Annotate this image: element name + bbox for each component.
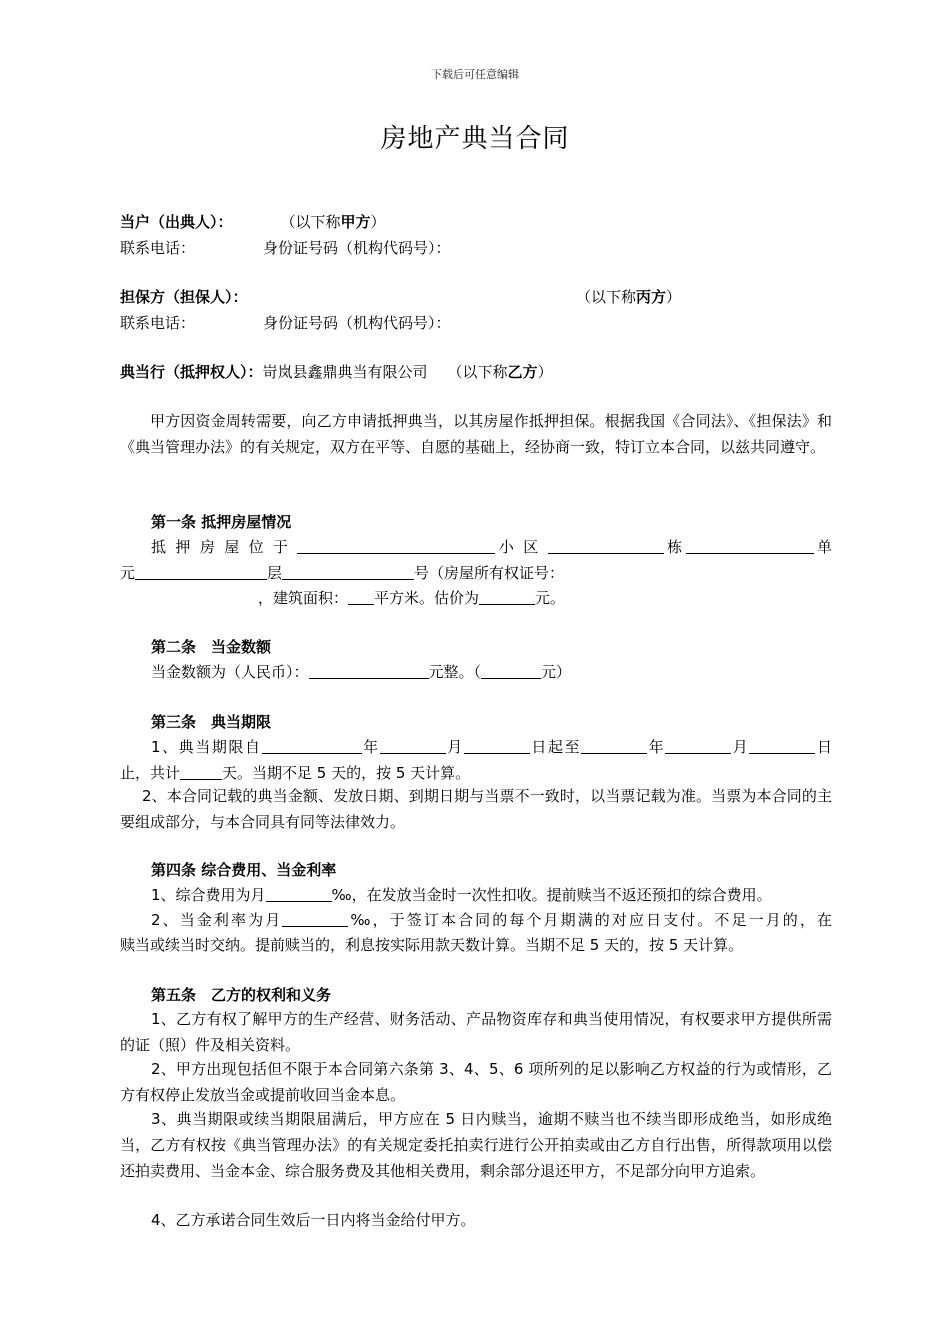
party-b-alias: 乙方 [507, 363, 538, 381]
a2-amount-blank [309, 662, 429, 679]
a4-fee-blank [266, 885, 332, 902]
a3-end-month-blank [665, 737, 731, 754]
a1-valuation-unit: 元。 [535, 589, 566, 607]
article-1-heading: 第一条 抵押房屋情况 [151, 513, 292, 531]
a2-amount-figure-suffix: 元） [541, 663, 572, 681]
a3-end-year-blank [581, 737, 647, 754]
party-b-alias-suffix: ） [537, 363, 553, 381]
contract-title: 房地产典当合同 [380, 124, 570, 154]
a4-rate-blank [282, 910, 348, 927]
party-c-line [120, 287, 682, 307]
party-c-alias: 丙方 [636, 288, 667, 306]
a1-building-label: 栋 [663, 538, 686, 556]
a3-end-day-label: 日 [815, 738, 832, 756]
a3-start-month-blank [380, 737, 446, 754]
a4-rate-label: 2、当金利率为月 [151, 911, 283, 929]
party-a-label: 当户（出典人）： [120, 213, 233, 231]
a3-end-year-label: 年 [647, 738, 666, 756]
party-a-alias: 甲方 [340, 213, 371, 231]
a1-area-label: ，建筑面积： [258, 589, 349, 607]
a1-community-blank [548, 537, 664, 554]
party-c-alias-prefix: （以下称 [576, 288, 637, 306]
a3-start-month-label: 月 [445, 738, 464, 756]
a4-fee-rule: ‰，在发放当金时一次性扣收。提前赎当不返还预扣的综合费用。 [331, 886, 772, 904]
article-4-heading: 第四条 综合费用、当金利率 [151, 861, 337, 879]
article-5-clause-2: 2、甲方出现包括但不限于本合同第六条第 3、4、5、6 项所列的足以影响乙方权益的行为或情形，乙方有权停止发放当金或提前收回当金本息。 [120, 1060, 832, 1104]
header-note: 下载后可任意编辑 [431, 68, 519, 81]
a1-valuation-blank [479, 588, 535, 605]
a1-unit-label-cont: 元 [120, 564, 136, 582]
a3-start-year-label: 年 [361, 738, 380, 756]
a1-valuation-label: 平方米。估价为 [374, 589, 480, 607]
party-c-phone-label: 联系电话： [120, 314, 196, 332]
a1-building-blank [686, 537, 814, 554]
a1-unit-label: 单 [813, 538, 832, 556]
a3-days-rule: 天。当期不足 5 天的，按 5 天计算。 [222, 764, 471, 782]
article-3-heading: 第三条 典当期限 [151, 713, 272, 731]
a1-floor-label: 层 [267, 564, 283, 582]
party-a-id-label: 身份证号码（机构代码号）： [263, 239, 451, 257]
a3-end-day-blank [749, 737, 815, 754]
a3-start-year-blank [262, 737, 362, 754]
party-a-line [120, 212, 386, 232]
party-b-label: 典当行（抵押权人）： [120, 363, 263, 381]
a3-start-day-label: 日起至 [529, 738, 582, 756]
party-c-contact-line [120, 313, 451, 333]
party-b-alias-prefix: （以下称 [447, 363, 508, 381]
article-4-clause-2-line-2: 赎当或续当时交纳。提前赎当的，利息按实际用款天数计算。当期不足 5 天的，按 5 天计算。 [120, 936, 744, 954]
party-a-alias-prefix: （以下称 [280, 213, 341, 231]
article-3-line-2 [120, 763, 470, 783]
party-a-contact-line [120, 238, 451, 258]
a2-amount-figure-blank [481, 662, 541, 679]
a4-fee-label: 1、综合费用为月 [151, 886, 266, 904]
article-4-clause-1 [151, 885, 772, 905]
article-5-clause-4: 4、乙方承诺合同生效后一日内将当金给付甲方。 [151, 1211, 476, 1229]
a3-days-blank [180, 763, 222, 780]
a3-end-month-label: 月 [731, 738, 750, 756]
a1-community-label: 小区 [495, 538, 548, 556]
party-a-alias-suffix: ） [370, 213, 386, 231]
article-4-clause-2-line-1 [151, 910, 832, 930]
article-1-line-2 [120, 563, 564, 583]
article-3-clause-2: 2、本合同记载的典当金额、发放日期、到期日期与当票不一致时，以当票记载为准。当票为本合同的主要组成部分，与本合同具有同等法律效力。 [120, 787, 832, 831]
a2-amount-label: 当金数额为（人民币）： [151, 663, 309, 681]
a2-amount-suffix: 元整。（ [428, 663, 482, 681]
article-2-heading: 第二条 当金数额 [151, 638, 272, 656]
party-c-alias-group [576, 287, 681, 307]
a3-days-label: 止，共计 [120, 764, 181, 782]
article-5-heading: 第五条 乙方的权利和义务 [151, 986, 332, 1004]
article-2-line [151, 662, 571, 682]
a3-term-from-label: 1、典当期限自 [151, 738, 262, 756]
article-1-line-3 [258, 588, 565, 608]
party-c-id-label: 身份证号码（机构代码号）： [263, 314, 451, 332]
party-c-alias-suffix: ） [666, 288, 682, 306]
a1-unit-blank [135, 563, 267, 580]
article-1-line-1 [151, 537, 832, 557]
party-a-phone-label: 联系电话： [120, 239, 196, 257]
a1-location-blank [297, 537, 495, 554]
party-c-label: 担保方（担保人）： [120, 288, 248, 306]
article-3-line-1 [151, 737, 832, 757]
party-b-name: 岢岚县鑫鼎典当有限公司 [262, 363, 428, 381]
article-5-clause-3: 3、典当期限或续当期限届满后，甲方应在 5 日内赎当，逾期不赎当也不续当即形成绝当，如形成绝当，乙方有权按《典当管理办法》的有关规定委托拍卖行进行公开拍卖或由乙方自行出售，所得款项用以偿还拍卖费用、当金本金、综合服务费及其他相关费用，剩余部分退还甲方，不足部分向甲方追索。 [120, 1110, 832, 1180]
a1-location-label: 抵押房屋位于 [151, 538, 298, 556]
a3-start-day-blank [464, 737, 530, 754]
article-5-clause-1: 1、乙方有权了解甲方的生产经营、财务活动、产品物资库存和典当使用情况，有权要求甲方提供所需的证（照）件及相关资料。 [120, 1010, 832, 1054]
a1-number-label: 号（房屋所有权证号： [414, 564, 565, 582]
a1-area-blank [348, 588, 374, 605]
a4-rate-rule: ‰，于签订本合同的每个月期满的对应日支付。不足一月的，在 [348, 911, 832, 929]
party-b-line [120, 362, 553, 382]
preamble: 甲方因资金周转需要，向乙方申请抵押典当，以其房屋作抵押担保。根据我国《合同法》、《担保法》和《典当管理办法》的有关规定，双方在平等、自愿的基础上，经协商一致，特订立本合同，以兹共同遵守。 [120, 412, 832, 456]
a1-floor-blank [282, 563, 414, 580]
